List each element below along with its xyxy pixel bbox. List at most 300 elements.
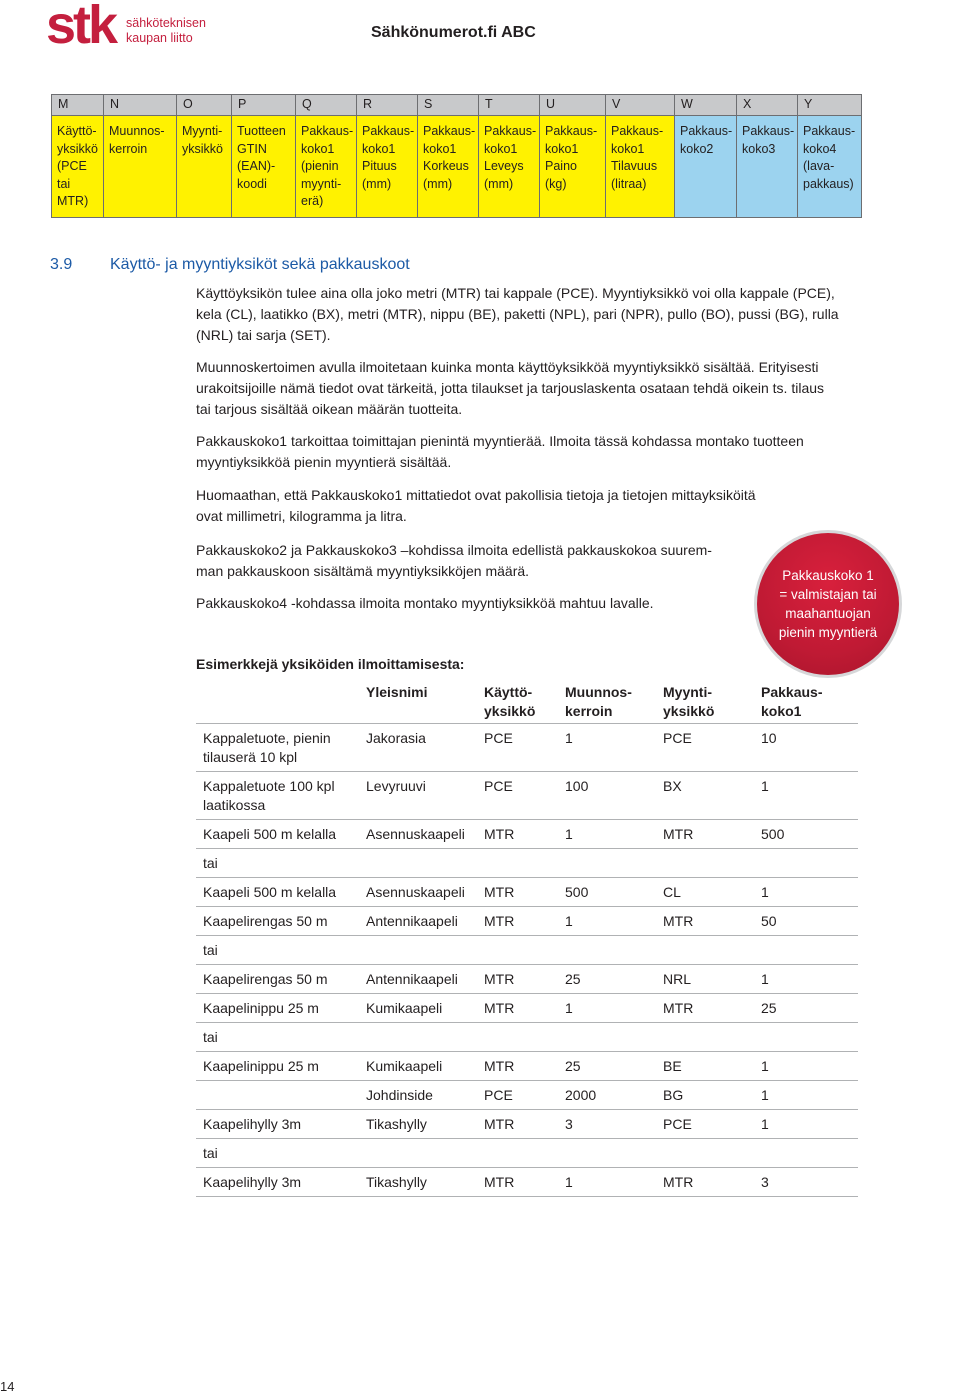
pakkauskoko-badge (754, 530, 902, 678)
table-cell-line: PCE (484, 778, 513, 794)
table-cell-line: BX (663, 778, 682, 794)
column-name-line: koko3 (742, 141, 776, 156)
table-row (196, 1052, 858, 1081)
table-cell-line: Kaapelirengas 50 m (203, 913, 328, 929)
table-cell-line: Asennuskaapeli (366, 884, 465, 900)
badge-line: maahantuojan (785, 606, 871, 621)
site-title: Sähkönumerot.fi ABC (371, 24, 536, 41)
table-cell (196, 1081, 366, 1110)
table-cell (484, 936, 565, 965)
table-cell-line: Tikashylly (366, 1116, 427, 1132)
column-name-line: Pakkaus- (545, 124, 598, 138)
table-cell (196, 965, 366, 994)
table-cell-line: Kaapeli 500 m kelalla (203, 884, 337, 900)
table-cell (366, 772, 484, 820)
table-row (196, 1081, 858, 1110)
table-cell (484, 878, 565, 907)
table-cell-line: tai (203, 855, 218, 871)
table-cell-line: MTR (663, 1174, 694, 1190)
paragraph-line: urakoitsijoille nämä tiedot ovat tärkeitä, jotta tilaukset ja tarjouslaskenta osataan tehdä oikein ts. tilaus (196, 380, 825, 396)
table-cell-line: Kaapelinippu 25 m (203, 1058, 319, 1074)
table-cell-line: Kappaletuote 100 kpl (203, 778, 335, 794)
column-letter-m: M (52, 95, 104, 116)
table-cell (761, 1081, 858, 1110)
table-cell-line: 1 (761, 778, 769, 794)
table-cell-line: 500 (565, 884, 589, 900)
paragraph-line: ovat millimetri, kilogramma ja litra. (196, 508, 407, 524)
examples-header-line: Muunnos- (565, 684, 632, 700)
column-name-line: koko1 (362, 141, 396, 156)
examples-header-cell (366, 679, 484, 724)
table-cell-line: 1 (761, 971, 769, 987)
examples-header-cell (565, 679, 663, 724)
badge-line: = valmistajan tai (779, 587, 877, 602)
paragraph (196, 283, 860, 346)
table-cell-line: Levyruuvi (366, 778, 426, 794)
table-cell (565, 965, 663, 994)
page-number: 14 (0, 1379, 15, 1394)
examples-header-line: kerroin (565, 703, 613, 719)
table-cell (484, 1139, 565, 1168)
table-cell-line: MTR (484, 884, 515, 900)
table-cell (196, 907, 366, 936)
table-cell (761, 1052, 858, 1081)
table-cell (761, 878, 858, 907)
table-cell (196, 1052, 366, 1081)
table-row (196, 965, 858, 994)
table-cell (484, 965, 565, 994)
examples-header-line: Myynti- (663, 684, 712, 700)
table-cell (196, 1023, 366, 1052)
table-cell (761, 1168, 858, 1197)
table-cell (565, 1052, 663, 1081)
table-row (196, 1110, 858, 1139)
column-letter-n: N (104, 95, 177, 116)
table-cell (484, 724, 565, 772)
paragraph-line: Huomaathan, että Pakkauskoko1 mittatiedot ovat pakollisia tietoja ja tietojen mittayksiköitä (196, 487, 756, 503)
table-cell-line: tai (203, 1145, 218, 1161)
column-name-line: koko1 (545, 141, 579, 156)
table-cell-line: 1 (565, 1174, 573, 1190)
table-cell (484, 1081, 565, 1110)
table-cell (663, 820, 761, 849)
table-cell-line: Kaapelirengas 50 m (203, 971, 328, 987)
table-cell (761, 994, 858, 1023)
table-cell-line: 1 (565, 913, 573, 929)
paragraph (196, 431, 860, 473)
column-name-line: (mm) (362, 176, 392, 191)
table-cell (196, 936, 366, 965)
table-cell-line: BE (663, 1058, 682, 1074)
table-cell-line: Kaapelihylly 3m (203, 1174, 302, 1190)
table-cell-line: 500 (761, 826, 785, 842)
badge-text (779, 566, 877, 642)
column-name-line: Pakkaus- (742, 124, 795, 138)
table-cell (663, 772, 761, 820)
column-name-line: kerroin (109, 141, 148, 156)
table-cell-line: MTR (663, 1000, 694, 1016)
column-name-row (52, 116, 862, 218)
table-cell (565, 907, 663, 936)
table-cell (366, 849, 484, 878)
section-title: Käyttö- ja myyntiyksiköt sekä pakkauskoot (110, 256, 410, 273)
table-row (196, 994, 858, 1023)
column-name-line: erä) (301, 194, 324, 208)
table-cell-line: Kaapelinippu 25 m (203, 1000, 319, 1016)
column-name-line: MTR) (57, 194, 89, 208)
table-cell (761, 1110, 858, 1139)
column-name-y (798, 116, 862, 218)
section-number: 3.9 (50, 256, 73, 273)
column-name-w (675, 116, 737, 218)
column-letter-x: X (737, 95, 798, 116)
table-cell (196, 724, 366, 772)
table-row (196, 849, 858, 878)
column-name-q (296, 116, 357, 218)
column-name-line: koko2 (680, 141, 714, 156)
table-cell (196, 878, 366, 907)
table-cell (663, 1139, 761, 1168)
paragraph-line: Käyttöyksikön tulee aina olla joko metri (MTR) tai kappale (PCE). Myyntiyksikkö voi olla kappale (PCE), (196, 285, 835, 301)
column-name-line: Korkeus (423, 159, 469, 173)
table-cell-line: MTR (484, 1174, 515, 1190)
table-cell (484, 1168, 565, 1197)
column-name-r (357, 116, 418, 218)
column-name-line: (pienin (301, 159, 339, 173)
table-cell (366, 1023, 484, 1052)
table-cell (565, 820, 663, 849)
examples-header-cell (663, 679, 761, 724)
examples-header-row (196, 679, 858, 724)
column-name-line: Pituus (362, 159, 397, 173)
table-cell (565, 936, 663, 965)
table-cell (484, 849, 565, 878)
column-name-line: (EAN)- (237, 159, 276, 173)
table-cell (761, 1139, 858, 1168)
table-cell-line: BG (663, 1087, 684, 1103)
table-cell-line: PCE (484, 1087, 513, 1103)
badge-circle (757, 533, 899, 675)
table-cell-line: CL (663, 884, 681, 900)
column-letter-v: V (606, 95, 675, 116)
table-cell (565, 1081, 663, 1110)
table-cell (761, 907, 858, 936)
examples-header-line: yksikkö (484, 703, 536, 719)
table-cell (761, 849, 858, 878)
table-row (196, 724, 858, 772)
table-cell (366, 907, 484, 936)
table-cell-line: Kaapelihylly 3m (203, 1116, 302, 1132)
table-cell-line: MTR (484, 1000, 515, 1016)
table-cell (366, 878, 484, 907)
table-cell (565, 1168, 663, 1197)
table-cell-line: PCE (663, 730, 692, 746)
table-cell (366, 965, 484, 994)
table-cell-line: laatikossa (203, 797, 266, 813)
badge-line: pienin myyntierä (778, 625, 878, 640)
column-name-line: Pakkaus- (301, 124, 354, 138)
table-cell (196, 994, 366, 1023)
table-cell-line: Kumikaapeli (366, 1000, 443, 1016)
table-cell (663, 965, 761, 994)
column-name-u (540, 116, 606, 218)
table-cell (663, 849, 761, 878)
column-name-line: Käyttö- (57, 124, 97, 138)
column-name-line: koko1 (301, 141, 335, 156)
table-cell (565, 849, 663, 878)
column-name-line: tai (57, 176, 71, 191)
column-letter-w: W (675, 95, 737, 116)
column-name-line: Pakkaus- (484, 124, 537, 138)
table-cell-line: Johdinside (366, 1087, 433, 1103)
table-cell-line: 1 (565, 730, 573, 746)
column-letter-u: U (540, 95, 606, 116)
table-cell-line: 25 (565, 971, 581, 987)
table-cell-line: 3 (565, 1116, 573, 1132)
table-cell-line: 1 (761, 1087, 769, 1103)
table-cell-line: tai (203, 1029, 218, 1045)
logo-subtitle-line-2: kaupan liitto (126, 31, 193, 45)
table-cell (663, 724, 761, 772)
table-cell (761, 936, 858, 965)
table-cell-line: PCE (663, 1116, 692, 1132)
examples-header-line: yksikkö (663, 703, 715, 719)
table-cell (196, 772, 366, 820)
table-cell-line: 1 (761, 1058, 769, 1074)
paragraph-line: kela (CL), laatikko (BX), metri (MTR), nippu (BE), paketti (NPL), pari (NPR), pullo (BO), pussi (BG), rulla (196, 306, 839, 322)
table-row (196, 1139, 858, 1168)
column-letter-p: P (232, 95, 296, 116)
column-name-line: (mm) (484, 176, 514, 191)
table-cell (366, 1081, 484, 1110)
table-cell (663, 994, 761, 1023)
table-row (196, 907, 858, 936)
table-cell-line: 1 (761, 884, 769, 900)
table-cell-line: Asennuskaapeli (366, 826, 465, 842)
table-cell (366, 1110, 484, 1139)
column-name-line: koko1 (611, 141, 645, 156)
table-cell (565, 1139, 663, 1168)
column-name-o (177, 116, 232, 218)
column-name-line: myynti- (301, 176, 342, 191)
table-row (196, 936, 858, 965)
column-name-line: Leveys (484, 159, 524, 173)
paragraph (196, 357, 860, 420)
column-letter-row (52, 95, 862, 116)
table-cell (663, 907, 761, 936)
column-letter-y: Y (798, 95, 862, 116)
column-letter-t: T (479, 95, 540, 116)
table-cell-line: Kumikaapeli (366, 1058, 443, 1074)
table-cell-line: Antennikaapeli (366, 913, 458, 929)
table-cell-line: NRL (663, 971, 692, 987)
column-letter-q: Q (296, 95, 357, 116)
table-cell (565, 994, 663, 1023)
spreadsheet-columns-table (51, 94, 862, 218)
column-name-m (52, 116, 104, 218)
table-cell-line: MTR (484, 826, 515, 842)
table-cell (366, 994, 484, 1023)
table-cell (196, 1139, 366, 1168)
paragraph-line: man pakkauskoon sisältämä myyntiyksikköjen määrä. (196, 563, 530, 579)
column-name-line: GTIN (237, 141, 267, 156)
table-cell (663, 1168, 761, 1197)
column-name-x (737, 116, 798, 218)
table-cell-line: 25 (761, 1000, 777, 1016)
table-cell-line: 1 (565, 1000, 573, 1016)
table-cell (484, 994, 565, 1023)
table-cell (484, 1110, 565, 1139)
table-cell-line: 10 (761, 730, 777, 746)
table-cell (663, 1081, 761, 1110)
column-name-line: yksikkö (57, 141, 98, 156)
paragraph-line: Pakkauskoko2 ja Pakkauskoko3 –kohdissa ilmoita edellistä pakkauskokoa suurem- (196, 542, 712, 558)
table-cell (196, 1110, 366, 1139)
table-cell-line: Kaapeli 500 m kelalla (203, 826, 337, 842)
table-cell-line: tai (203, 942, 218, 958)
table-cell (366, 1168, 484, 1197)
table-cell (484, 1023, 565, 1052)
table-cell (565, 724, 663, 772)
paragraph-line: Pakkauskoko1 tarkoittaa toimittajan pienintä myyntierää. Ilmoita tässä kohdassa montako tuotteen (196, 433, 804, 449)
table-cell-line: MTR (484, 913, 515, 929)
column-name-line: Tuotteen (237, 124, 286, 138)
table-cell (484, 1052, 565, 1081)
table-cell (663, 936, 761, 965)
table-cell (366, 1052, 484, 1081)
table-cell (663, 878, 761, 907)
paragraph-line: (NRL) tai sarja (SET). (196, 327, 331, 343)
column-name-line: Pakkaus- (611, 124, 664, 138)
table-cell-line: MTR (663, 913, 694, 929)
table-cell (366, 724, 484, 772)
table-row (196, 1023, 858, 1052)
table-cell-line: Antennikaapeli (366, 971, 458, 987)
table-cell (484, 772, 565, 820)
column-name-t (479, 116, 540, 218)
column-name-line: Tilavuus (611, 159, 658, 173)
paragraph-line: Muunnoskertoimen avulla ilmoitetaan kuinka monta käyttöyksikköä myyntiyksikkö sisältää. Erityisesti (196, 359, 819, 375)
table-cell (565, 1023, 663, 1052)
examples-header-line: Käyttö- (484, 684, 533, 700)
table-cell (663, 1052, 761, 1081)
table-cell (366, 820, 484, 849)
column-name-line: (litraa) (611, 176, 647, 191)
table-row (196, 820, 858, 849)
table-cell-line: MTR (484, 1058, 515, 1074)
column-name-line: koodi (237, 176, 267, 191)
table-cell (761, 820, 858, 849)
column-name-line: Pakkaus- (423, 124, 476, 138)
table-cell-line: 1 (565, 826, 573, 842)
table-cell-line: Kappaletuote, pienin (203, 730, 331, 746)
table-cell (196, 1168, 366, 1197)
examples-header-cell (484, 679, 565, 724)
column-name-line: koko4 (803, 141, 837, 156)
table-row (196, 1168, 858, 1197)
paragraph (196, 485, 860, 527)
table-cell (761, 724, 858, 772)
column-name-line: Pakkaus- (803, 124, 856, 138)
table-cell (484, 820, 565, 849)
table-cell-line: 1 (761, 1116, 769, 1132)
column-name-line: pakkaus) (803, 176, 854, 191)
table-cell-line: MTR (663, 826, 694, 842)
stk-logo (46, 2, 206, 54)
examples-header-line: Yleisnimi (366, 684, 428, 700)
column-name-line: Muunnos- (109, 124, 165, 138)
table-cell (565, 1110, 663, 1139)
column-name-s (418, 116, 479, 218)
table-cell (761, 772, 858, 820)
table-cell (484, 907, 565, 936)
column-name-v (606, 116, 675, 218)
column-name-line: koko1 (423, 141, 457, 156)
table-cell (196, 849, 366, 878)
examples-header-cell (761, 679, 858, 724)
column-letter-o: O (177, 95, 232, 116)
table-cell-line: MTR (484, 971, 515, 987)
table-cell (761, 965, 858, 994)
examples-header-cell (196, 679, 366, 724)
examples-header-line: Pakkaus- (761, 684, 823, 700)
table-row (196, 878, 858, 907)
table-cell-line: 3 (761, 1174, 769, 1190)
table-cell-line: Tikashylly (366, 1174, 427, 1190)
column-letter-r: R (357, 95, 418, 116)
column-name-line: (mm) (423, 176, 453, 191)
table-cell (366, 1139, 484, 1168)
table-cell-line: 2000 (565, 1087, 597, 1103)
column-name-line: koko1 (484, 141, 518, 156)
column-name-line: (kg) (545, 176, 567, 191)
table-cell-line: MTR (484, 1116, 515, 1132)
table-cell (663, 1023, 761, 1052)
table-cell-line: 100 (565, 778, 589, 794)
logo-text: stk (46, 0, 116, 55)
badge-line: Pakkauskoko 1 (782, 568, 874, 583)
column-name-line: Paino (545, 159, 577, 173)
table-cell (366, 936, 484, 965)
examples-header-line: koko1 (761, 703, 802, 719)
logo-subtitle-line-1: sähköteknisen (126, 16, 206, 30)
column-name-line: Pakkaus- (680, 124, 733, 138)
paragraph-line: Pakkauskoko4 -kohdassa ilmoita montako myyntiyksikköä mahtuu lavalle. (196, 595, 654, 611)
column-name-p (232, 116, 296, 218)
column-name-line: yksikkö (182, 141, 223, 156)
paragraph-line: tai tarjous sisältää oikean määrän tuotteita. (196, 401, 463, 417)
table-cell-line: tilauserä 10 kpl (203, 749, 298, 765)
table-cell (663, 1110, 761, 1139)
table-cell-line: 50 (761, 913, 777, 929)
column-name-n (104, 116, 177, 218)
table-row (196, 772, 858, 820)
table-cell-line: 25 (565, 1058, 581, 1074)
examples-table (196, 679, 858, 1197)
table-cell (761, 1023, 858, 1052)
table-cell (565, 878, 663, 907)
column-letter-s: S (418, 95, 479, 116)
table-cell (196, 820, 366, 849)
column-name-line: (lava- (803, 159, 835, 173)
column-name-line: (PCE (57, 159, 87, 173)
column-name-line: Myynti- (182, 124, 223, 138)
table-cell-line: PCE (484, 730, 513, 746)
paragraph-line: myyntiyksikköä pienin myyntierä sisältää. (196, 454, 452, 470)
table-cell (565, 772, 663, 820)
column-name-line: Pakkaus- (362, 124, 415, 138)
examples-title: Esimerkkejä yksiköiden ilmoittamisesta: (196, 656, 465, 672)
